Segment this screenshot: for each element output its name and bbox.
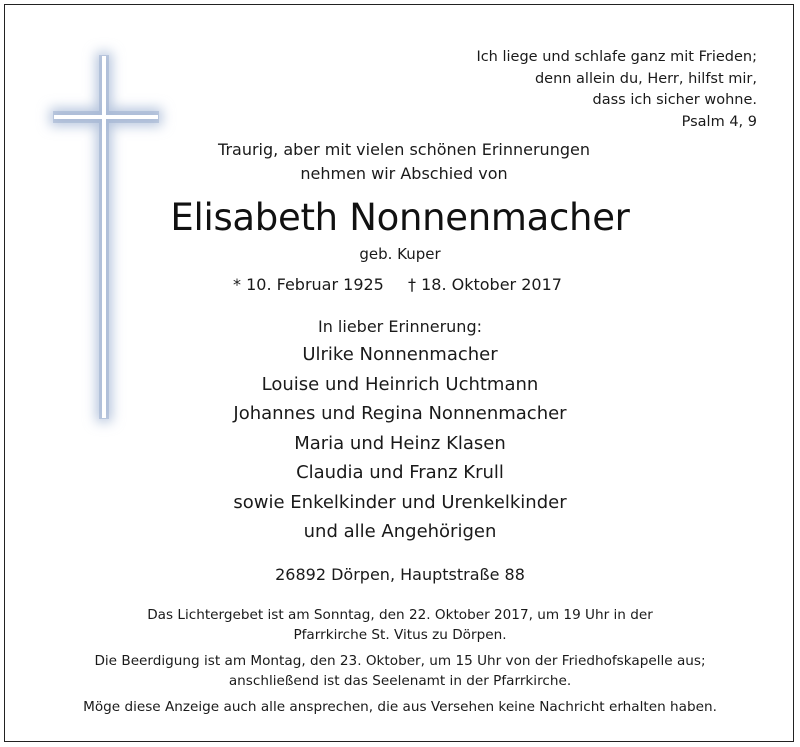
intro-text: [4, 138, 800, 186]
intro-line: Traurig, aber mit vielen schönen Erinnerungen: [218, 140, 590, 159]
prayer-line: Pfarrkirche St. Vitus zu Dörpen.: [293, 627, 507, 643]
birth-name: geb. Kuper: [359, 245, 441, 263]
mourners-label: In lieber Erinnerung:: [317, 317, 482, 336]
list-item: sowie Enkelkinder und Urenkelkinder: [233, 491, 567, 513]
list-item: Johannes und Regina Nonnenmacher: [233, 403, 567, 424]
funeral-line: anschließend ist das Seelenamt in der Pfarrkirche.: [228, 673, 572, 689]
intro-line: nehmen wir Abschied von: [300, 164, 508, 183]
birth-date: * 10. Februar 1925: [233, 275, 384, 294]
notice-line: Möge diese Anzeige auch alle ansprechen, die aus Versehen keine Nachricht erhalten haben.: [83, 699, 717, 715]
address: 26892 Dörpen, Hauptstraße 88: [275, 565, 525, 584]
psalm-line: Ich liege und schlafe ganz mit Frieden;: [476, 49, 757, 65]
psalm-quote: [476, 47, 757, 133]
psalm-reference: Psalm 4, 9: [681, 113, 757, 130]
psalm-line: denn allein du, Herr, hilfst mir,: [534, 70, 757, 87]
funeral-line: Die Beerdigung ist am Montag, den 23. Oktober, um 15 Uhr von der Friedhofskapelle aus;: [94, 653, 706, 669]
list-item: Claudia und Franz Krull: [296, 462, 504, 483]
list-item: Ulrike Nonnenmacher: [302, 344, 498, 365]
psalm-line: dass ich sicher wohne.: [592, 92, 757, 108]
prayer-line: Das Lichtergebet ist am Sonntag, den 22. Oktober 2017, um 19 Uhr in der: [147, 607, 653, 623]
service-info: [0, 605, 800, 717]
list-item: und alle Angehörigen: [303, 521, 497, 542]
death-date: † 18. Oktober 2017: [408, 275, 562, 294]
list-item: Maria und Heinz Klasen: [294, 432, 506, 454]
deceased-name: Elisabeth Nonnenmacher: [170, 196, 630, 239]
mourners-list: [0, 340, 800, 547]
list-item: Louise und Heinrich Uchtmann: [261, 373, 539, 395]
